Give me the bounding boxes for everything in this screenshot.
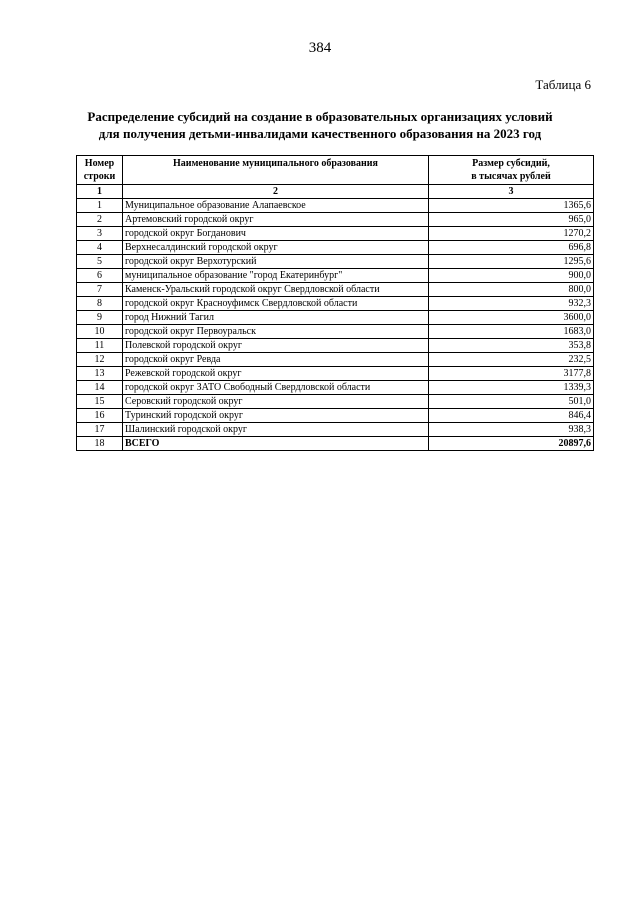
row-number: 1 <box>77 199 123 213</box>
municipality-name: муниципальное образование "город Екатеринбург" <box>123 269 429 283</box>
table-row <box>77 423 594 437</box>
municipality-name: город Нижний Тагил <box>123 311 429 325</box>
total-row <box>77 437 594 451</box>
header-row-number <box>77 156 123 185</box>
municipality-name: Муниципальное образование Алапаевское <box>123 199 429 213</box>
subsidy-amount: 696,8 <box>429 241 594 255</box>
table-row <box>77 311 594 325</box>
municipality-name: Серовский городской округ <box>123 395 429 409</box>
municipality-name: Артемовский городской округ <box>123 213 429 227</box>
header-subsidy-amount-line-1: Размер субсидий, <box>472 158 550 169</box>
subsidy-amount: 938,3 <box>429 423 594 437</box>
row-number: 6 <box>77 269 123 283</box>
row-number: 16 <box>77 409 123 423</box>
subsidy-amount: 1365,6 <box>429 199 594 213</box>
subsidy-amount: 965,0 <box>429 213 594 227</box>
table-header-row <box>77 156 594 185</box>
row-number: 3 <box>77 227 123 241</box>
header-row-number-line-1: Номер <box>84 158 115 169</box>
subsidies-table <box>76 155 594 451</box>
table-row <box>77 241 594 255</box>
row-number: 2 <box>77 213 123 227</box>
subsidy-amount: 232,5 <box>429 353 594 367</box>
total-row-number: 18 <box>77 437 123 451</box>
municipality-name: городской округ Верхотурский <box>123 255 429 269</box>
row-number: 13 <box>77 367 123 381</box>
municipality-name: Верхнесалдинский городской округ <box>123 241 429 255</box>
column-number-2: 2 <box>123 185 429 199</box>
total-label: ВСЕГО <box>123 437 429 451</box>
municipality-name: Полевской городской округ <box>123 339 429 353</box>
subsidy-amount: 900,0 <box>429 269 594 283</box>
row-number: 7 <box>77 283 123 297</box>
subsidy-amount: 932,3 <box>429 297 594 311</box>
subsidy-amount: 1270,2 <box>429 227 594 241</box>
municipality-name: Шалинский городской округ <box>123 423 429 437</box>
municipality-name: Каменск-Уральский городской округ Свердловской области <box>123 283 429 297</box>
table-label: Таблица 6 <box>535 77 591 92</box>
column-number-3: 3 <box>429 185 594 199</box>
row-number: 10 <box>77 325 123 339</box>
header-subsidy-amount <box>429 156 594 185</box>
subsidy-amount: 501,0 <box>429 395 594 409</box>
header-subsidy-amount-line-2: в тысячах рублей <box>471 171 551 182</box>
page-number: 384 <box>308 40 332 56</box>
document-title <box>60 108 580 142</box>
subsidy-amount: 1295,6 <box>429 255 594 269</box>
subsidy-amount: 353,8 <box>429 339 594 353</box>
row-number: 8 <box>77 297 123 311</box>
municipality-name: Режевской городской округ <box>123 367 429 381</box>
table-row <box>77 269 594 283</box>
column-number-1: 1 <box>77 185 123 199</box>
table-row <box>77 213 594 227</box>
table-row <box>77 367 594 381</box>
subsidy-amount: 1339,3 <box>429 381 594 395</box>
subsidy-amount: 1683,0 <box>429 325 594 339</box>
row-number: 4 <box>77 241 123 255</box>
municipality-name: городской округ ЗАТО Свободный Свердловской области <box>123 381 429 395</box>
table-row <box>77 381 594 395</box>
table-row <box>77 325 594 339</box>
table-row <box>77 409 594 423</box>
table-row <box>77 199 594 213</box>
column-number-row <box>77 185 594 199</box>
header-municipality: Наименование муниципального образования <box>123 156 429 185</box>
total-amount: 20897,6 <box>429 437 594 451</box>
row-number: 15 <box>77 395 123 409</box>
row-number: 12 <box>77 353 123 367</box>
municipality-name: городской округ Богданович <box>123 227 429 241</box>
subsidy-amount: 846,4 <box>429 409 594 423</box>
table-row <box>77 283 594 297</box>
row-number: 9 <box>77 311 123 325</box>
header-row-number-line-2: строки <box>83 171 116 182</box>
row-number: 14 <box>77 381 123 395</box>
table-row <box>77 395 594 409</box>
table-row <box>77 297 594 311</box>
municipality-name: городской округ Первоуральск <box>123 325 429 339</box>
table-row <box>77 227 594 241</box>
row-number: 11 <box>77 339 123 353</box>
document-title-line-2: для получения детьми-инвалидами качественного образования на 2023 год <box>98 126 542 141</box>
subsidy-amount: 800,0 <box>429 283 594 297</box>
table-row <box>77 353 594 367</box>
table-row <box>77 339 594 353</box>
subsidy-amount: 3177,8 <box>429 367 594 381</box>
subsidy-amount: 3600,0 <box>429 311 594 325</box>
row-number: 5 <box>77 255 123 269</box>
municipality-name: городской округ Красноуфимск Свердловской области <box>123 297 429 311</box>
document-title-line-1: Распределение субсидий на создание в образовательных организациях условий <box>87 109 553 124</box>
table-row <box>77 255 594 269</box>
row-number: 17 <box>77 423 123 437</box>
municipality-name: городской округ Ревда <box>123 353 429 367</box>
municipality-name: Туринский городской округ <box>123 409 429 423</box>
